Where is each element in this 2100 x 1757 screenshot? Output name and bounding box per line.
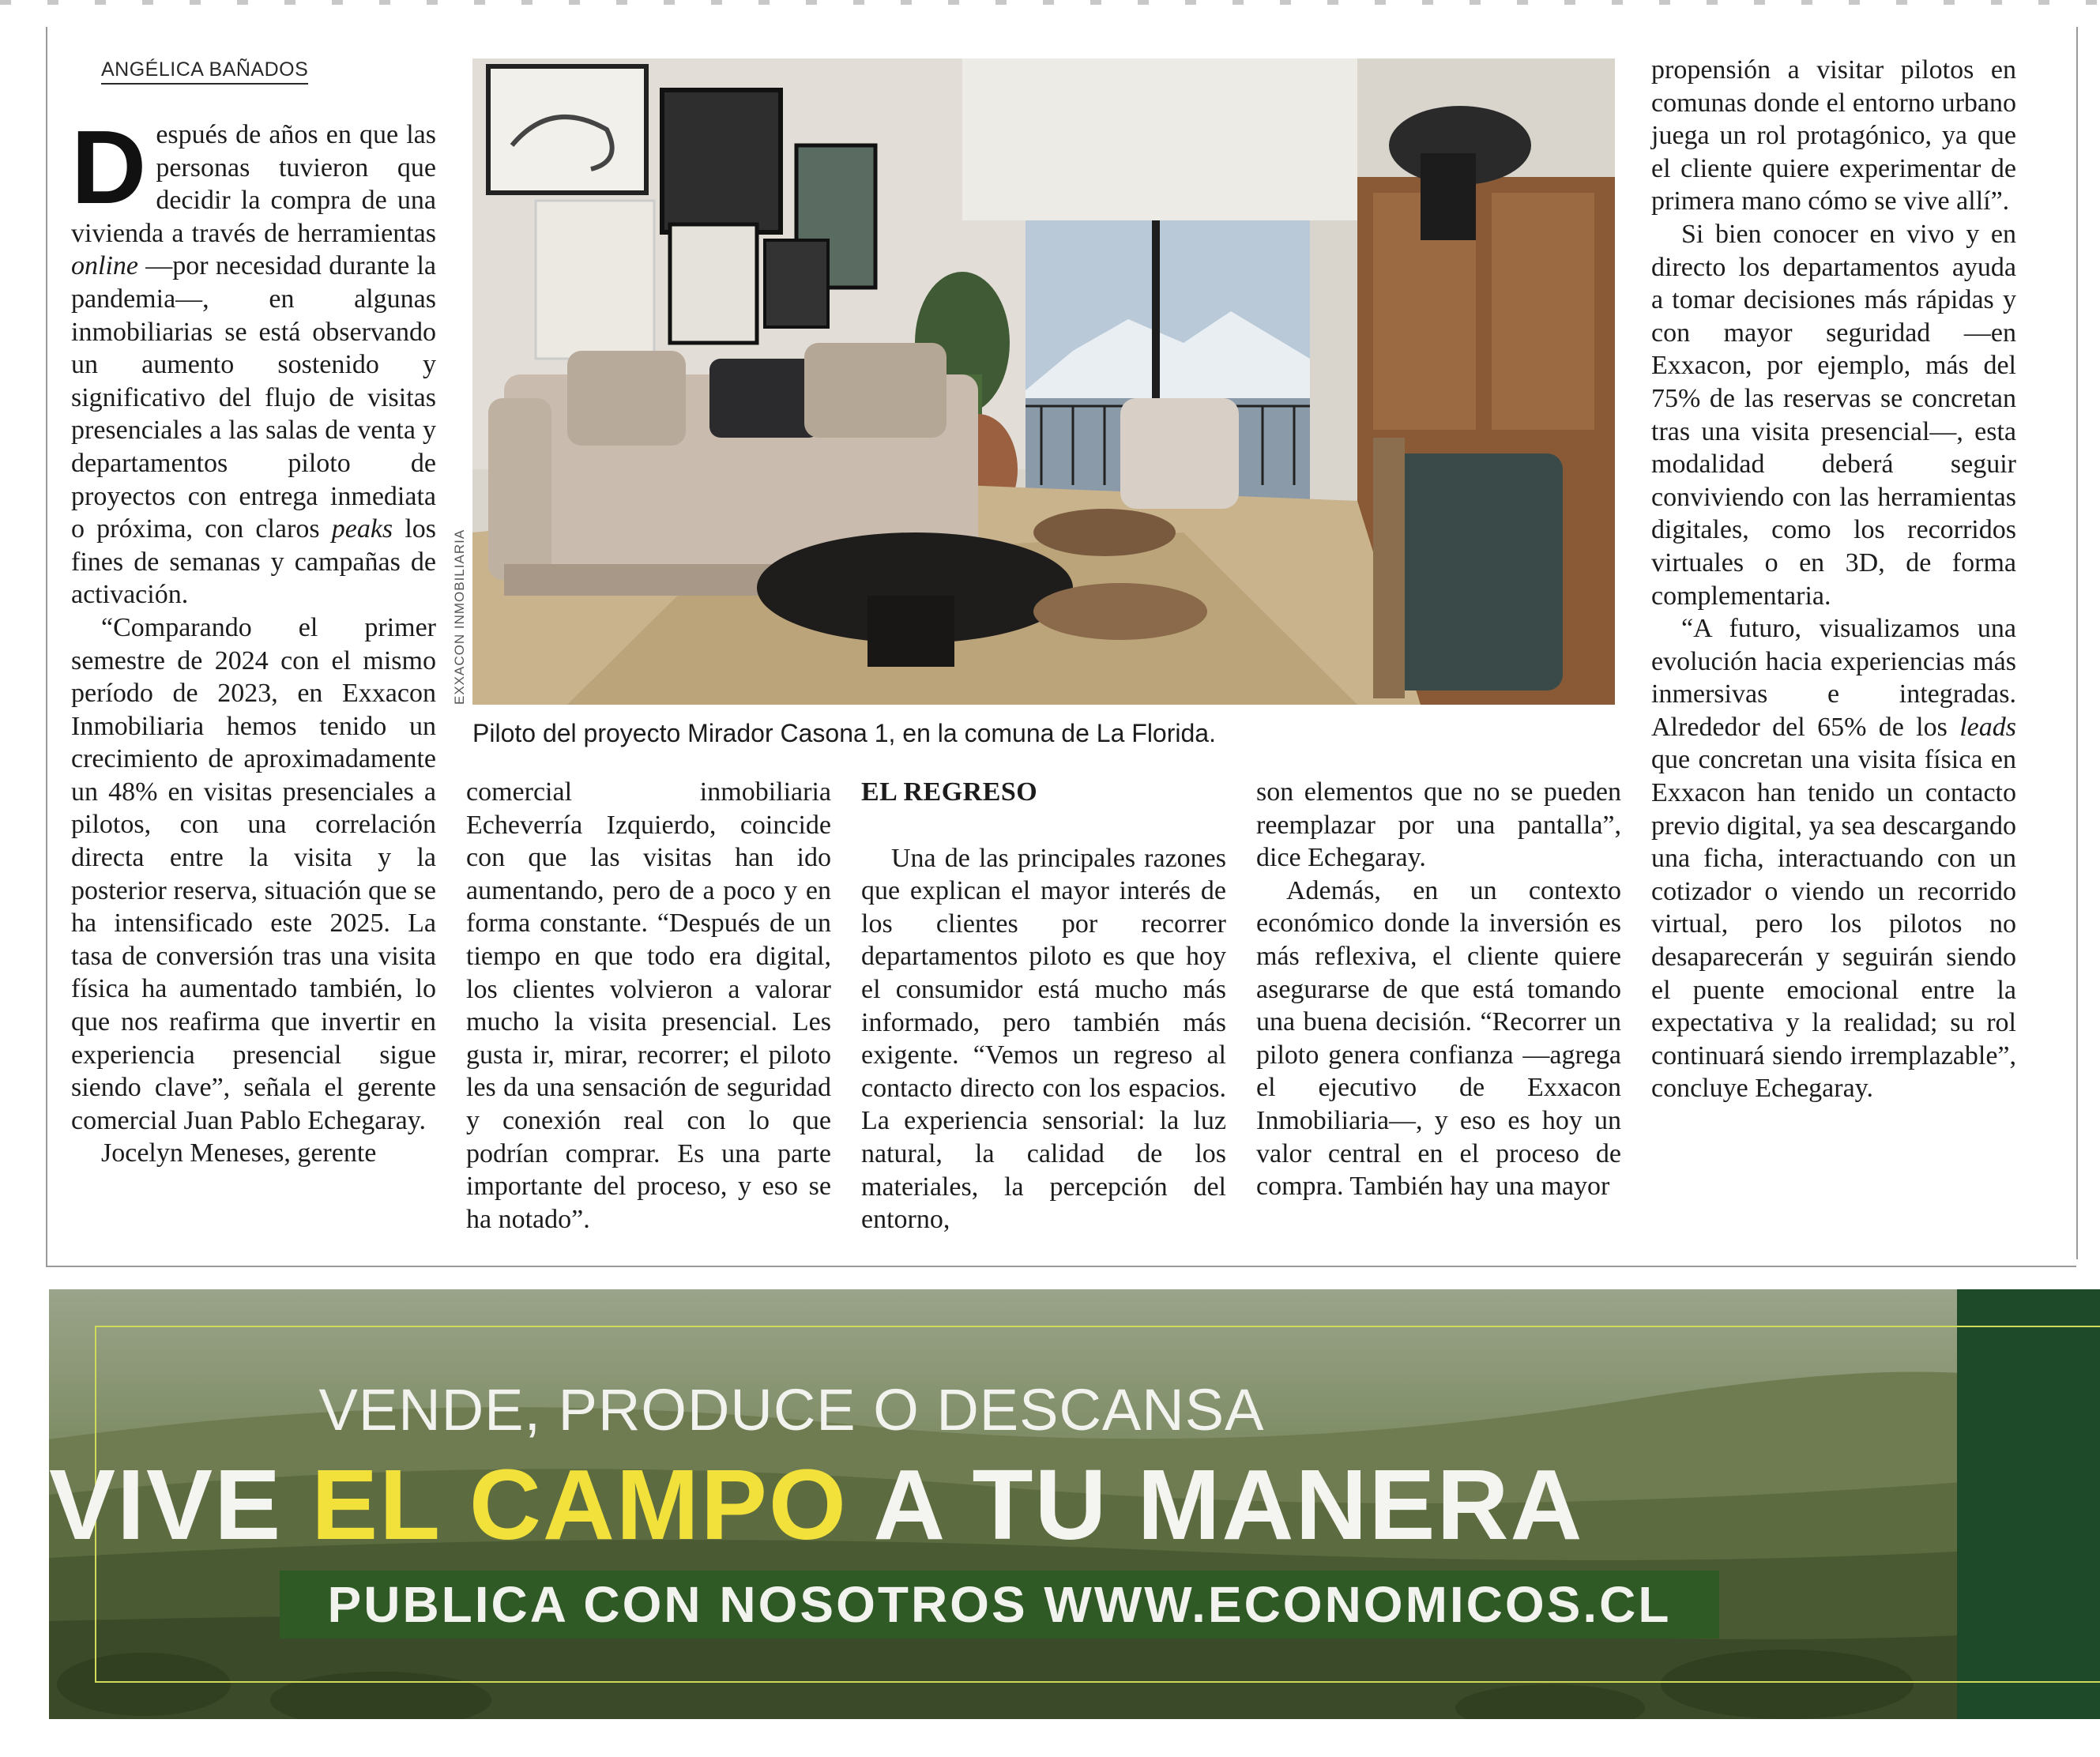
- article-column-5: [1651, 54, 2016, 1255]
- paragraph: “A futuro, visualizamos una evolución hacia experiencias más inmersivas e integradas. Alrededor del 65% de los leads que concretan una visita física en Exxacon han tenido un contacto previo digital, ya sea descargando una ficha, interactuando con un cotizador o viendo un recorrido virtual, pero los pilotos no desaparecerán y seguirán siendo el puente emocional entre la expectativa y la realidad; su rol continuará siendo irremplazable”, concluye Echegaray.: [1651, 614, 2016, 1104]
- paragraph: Además, en un contexto económico donde la inversión es más reflexiva, el cliente quiere asegurarse de que está tomando una buena decisión. “Recorrer un piloto genera confianza —agrega el ejecutivo de Exxacon Inmobiliaria—, y eso es hoy un valor central en el proceso de compra. También hay una mayor: [1256, 875, 1621, 1202]
- paragraph: comercial inmobiliaria Echeverría Izquierdo, coincide con que las visitas han ido aumentando, pero de a poco y en forma constante. “Después de un tiempo en que todo era digital, los clientes volvieron a valorar mucho la visita presencial. Les gusta ir, mirar, recorrer; el piloto les da una sensación de seguridad y conexión real con lo que podrían comprar. Es una parte importante del proceso, y eso se ha notado”.: [466, 777, 831, 1234]
- paragraph: “Comparando el primer semestre de 2024 con el mismo período de 2023, en Exxacon Inmobiliaria hemos tenido un crecimiento de aproximadamente un 48% en visitas presenciales a pilotos, con una correlación directa entre la visita y la posterior reserva, situación que se ha intensificado este 2025. La tasa de conversión tras una visita física ha aumentado también, lo que nos reafirma que invertir en experiencia presencial sigue siendo clave”, señala el gerente comercial Juan Pablo Echegaray.: [71, 612, 436, 1135]
- paragraph: son elementos que no se pueden reemplazar por una pantalla”, dice Echegaray.: [1256, 777, 1621, 873]
- living-room-illustration: [472, 58, 1615, 705]
- ad-side-subtitle: EL: [2018, 354, 2045, 374]
- article-column-4: [1256, 776, 1621, 1250]
- page-top-edge: [0, 0, 2100, 5]
- ad-headline-large: VIVE EL CAMPO A TU MANERA: [49, 1449, 1584, 1560]
- ad-cta-bar[interactable]: PUBLICA CON NOSOTROS WWW.ECONOMICOS.CL: [280, 1571, 1719, 1638]
- paragraph: Si bien conocer en vivo y en directo los departamentos ayuda a tomar decisiones más rápidas y con mayor seguridad —en Exxacon, por ejemplo, más del 75% de las reservas se concretan tras una visita presencial—, esta modalidad deberá seguir conviviendo con las herramientas digitales, como los recorridos virtuales o en 3D, de forma complementaria.: [1651, 219, 2016, 611]
- photo-credit: EXXACON INMOBILIARIA: [452, 529, 467, 705]
- subheading: EL REGRESO: [861, 777, 1038, 807]
- ad-headline-small: VENDE, PRODUCE O DESCANSA: [318, 1377, 1265, 1443]
- advertisement-banner[interactable]: [49, 1289, 2100, 1719]
- paragraph: Jocelyn Meneses, gerente: [101, 1138, 377, 1168]
- column-rule-right: [2076, 27, 2078, 1259]
- article-column-2: [466, 776, 831, 1250]
- byline: ANGÉLICA BAÑADOS: [101, 58, 308, 85]
- lead-paragraph: Después de años en que las personas tuvieron que decidir la compra de una vivienda a través de herramientas online —por necesidad durante la pandemia—, en algunas inmobiliarias se está observando un aumento sostenido y significativo del flujo de visitas presenciales a las salas de venta y departamentos piloto de proyectos con entrega inmediata o próxima, con claros peaks los fines de semanas y campañas de activación.: [71, 109, 436, 610]
- photo-caption: Piloto del proyecto Mirador Casona 1, en la comuna de La Florida.: [472, 719, 1216, 747]
- drop-cap: D: [71, 109, 147, 225]
- article-column-1: [71, 109, 436, 1240]
- article-photo: [472, 58, 1615, 705]
- ad-side-logo: E(: [2016, 295, 2064, 347]
- paragraph: propensión a visitar pilotos en comunas donde el entorno urbano juega un rol protagónico, ya que el cliente quiere experimentar de primera mano cómo se vive allí”.: [1651, 55, 2016, 216]
- paragraph: Una de las principales razones que explican el mayor interés de los clientes por recorrer departamentos piloto es que hoy el consumidor está mucho más informado, pero también más exigente. “Vemos un regreso al contacto directo con los espacios. La experiencia sensorial: la luz natural, la calidad de los materiales, la percepción del entorno,: [861, 843, 1226, 1235]
- article-column-3: [861, 776, 1226, 1250]
